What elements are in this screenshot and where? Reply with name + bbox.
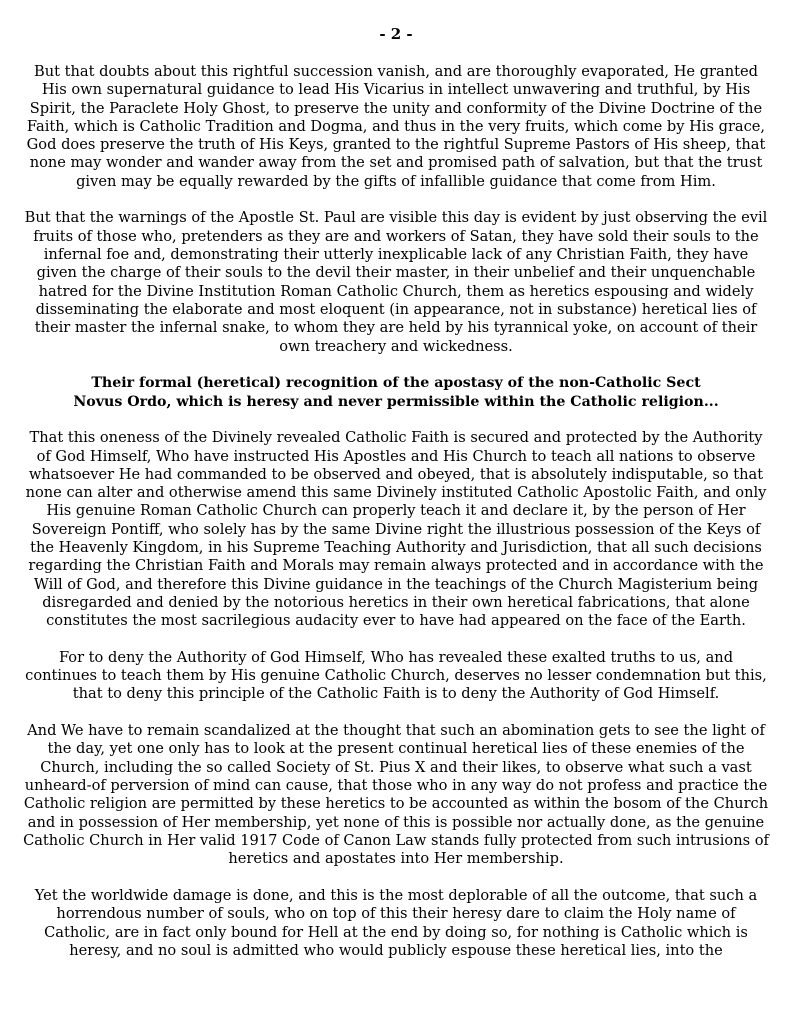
paragraph-deny-authority: For to deny the Authority of God Himself, Who has revealed these exalted truths to us, and continues to teach them by His genuine Catholic Church, deserves no lesser condemnation but this, that to deny this principle of the Catholic Faith is to deny the Authority of God Himself.: [25, 648, 767, 703]
section-heading-line-1: Their formal (heretical) recognition of the apostasy of the non-Catholic Sect: [91, 375, 701, 392]
page-number: - 2 -: [379, 25, 413, 43]
paragraph-oneness-of-faith: That this oneness of the Divinely revealed Catholic Faith is secured and protected by the Authority of God Himself, Who have instructed His Apostles and His Church to teach all nations to observe whatsoever He had commanded to be observed and obeyed, that is absolutely indisputable, so that none can alter and otherwise amend this same Divinely instituted Catholic Apostolic Faith, and only His genuine Roman Catholic Church can properly teach it and declare it, by the person of Her Sovereign Pontiff, who solely has by the same Divine right the illustrious possession of the Keys of the Heavenly Kingdom, in his Supreme Teaching Authority and Jurisdiction, that all such decisions regarding the Christian Faith and Morals may remain always protected and in accordance with the Will of God, and therefore this Divine guidance in the teachings of the Church Magisterium being disregarded and denied by the notorious heretics in their own heretical fabrications, that alone constitutes the most sacrilegious audacity ever to have had appeared on the face of the Earth.: [25, 429, 767, 630]
paragraph-worldwide-damage: Yet the worldwide damage is done, and this is the most deplorable of all the outcome, that such a horrendous number of souls, who on top of this their heresy dare to claim the Holy name of Catholic, are in fact only bound for Hell at the end by doing so, for nothing is Catholic which is heresy, and no soul is admitted who would publicly espouse these heretical lies, into the: [34, 886, 758, 959]
paragraph-apostle-warnings: But that the warnings of the Apostle St. Paul are visible this day is evident by just observing the evil fruits of those who, pretenders as they are and workers of Satan, they have sold their souls to the infernal foe and, demonstrating their utterly inexplicable lack of any Christian Faith, they have given the charge of their souls to the devil their master, in their unbelief and their unquenchable hatred for the Divine Institution Roman Catholic Church, them as heretics espousing and widely disseminating the elaborate and most eloquent (in appearance, not in substance) heretical lies of their master the infernal snake, to whom they are held by his tyrannical yoke, on account of their own treachery and wickedness.: [24, 209, 768, 355]
paragraph-scandalized: And We have to remain scandalized at the thought that such an abomination gets to see the light of the day, yet one only has to look at the present continual heretical lies of these enemies of the Church, including the so called Society of St. Pius X and their likes, to observe what such a vast unheard-of perversion of mind can cause, that those who in any way do not profess and practice the Catholic religion are permitted by these heretics to be accounted as within the bosom of the Church and in possession of Her membership, yet none of this is possible nor actually done, as the genuine Catholic Church in Her valid 1917 Code of Canon Law stands fully protected from such intrusions of heretics and apostates into Her membership.: [23, 722, 769, 868]
document-page: [22, 24, 770, 979]
section-heading-line-2: Novus Ordo, which is heresy and never permissible within the Catholic religion...: [73, 393, 719, 410]
section-heading: [22, 374, 770, 411]
paragraph-succession: But that doubts about this rightful succession vanish, and are thoroughly evaporated, He granted His own supernatural guidance to lead His Vicarius in intellect unwavering and truthful, by His Spirit, the Paraclete Holy Ghost, to preserve the unity and conformity of the Divine Doctrine of the Faith, which is Catholic Tradition and Dogma, and thus in the very fruits, which come by His grace, God does preserve the truth of His Keys, granted to the rightful Supreme Pastors of His sheep, that none may wonder and wander away from the set and promised path of salvation, but that the trust given may be equally rewarded by the gifts of infallible guidance that come from Him.: [26, 63, 766, 190]
